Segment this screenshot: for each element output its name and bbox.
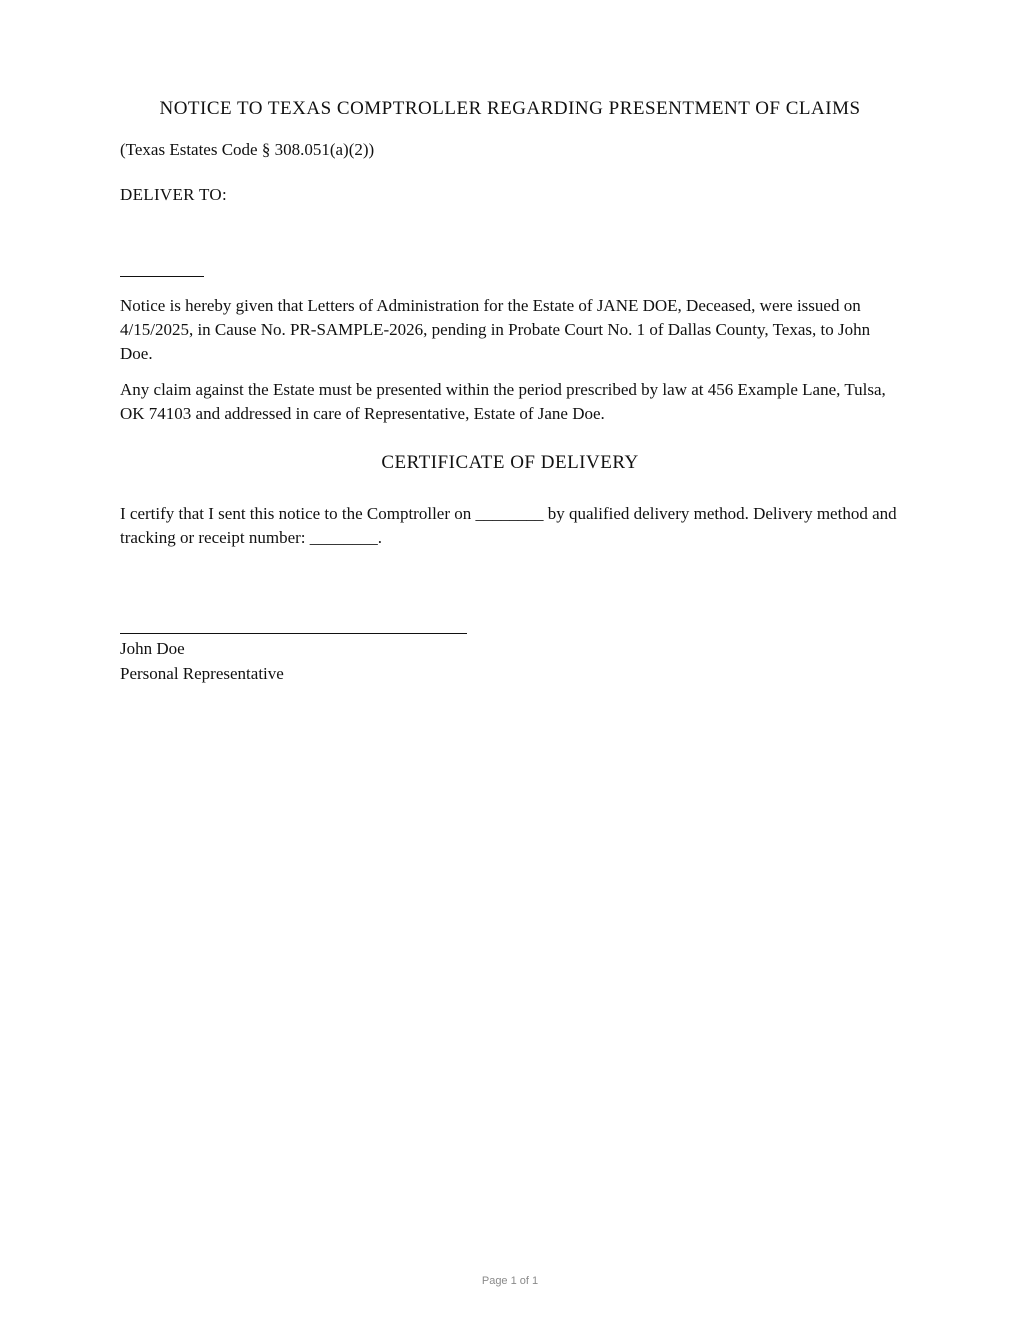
claim-paragraph: Any claim against the Estate must be presented within the period prescribed by law at 456 Example Lane, Tulsa, OK 74103 and addressed in care of Representative, Estate of Jane Doe. <box>120 380 886 423</box>
page-number-footer: Page 1 of 1 <box>481 1275 539 1287</box>
signer-role: Personal Representative <box>120 664 284 683</box>
certificate-title: CERTIFICATE OF DELIVERY <box>381 452 639 473</box>
certificate-paragraph: I certify that I sent this notice to the Comptroller on ________ by qualified delivery method. Delivery method and tracking or receipt number: ________. <box>120 504 897 547</box>
signature-line <box>120 633 467 634</box>
statute-citation: (Texas Estates Code § 308.051(a)(2)) <box>120 140 375 159</box>
document-title: NOTICE TO TEXAS COMPTROLLER REGARDING PRESENTMENT OF CLAIMS <box>159 98 861 119</box>
deliver-to-blank-line <box>120 276 204 277</box>
signer-name: John Doe <box>120 639 185 658</box>
notice-paragraph: Notice is hereby given that Letters of Administration for the Estate of JANE DOE, Deceased, were issued on 4/15/2025, in Cause No. PR-SAMPLE-2026, pending in Probate Court No. 1 of Dallas County, Texas, to John Doe. <box>120 296 871 363</box>
deliver-to-label: DELIVER TO: <box>120 185 228 204</box>
